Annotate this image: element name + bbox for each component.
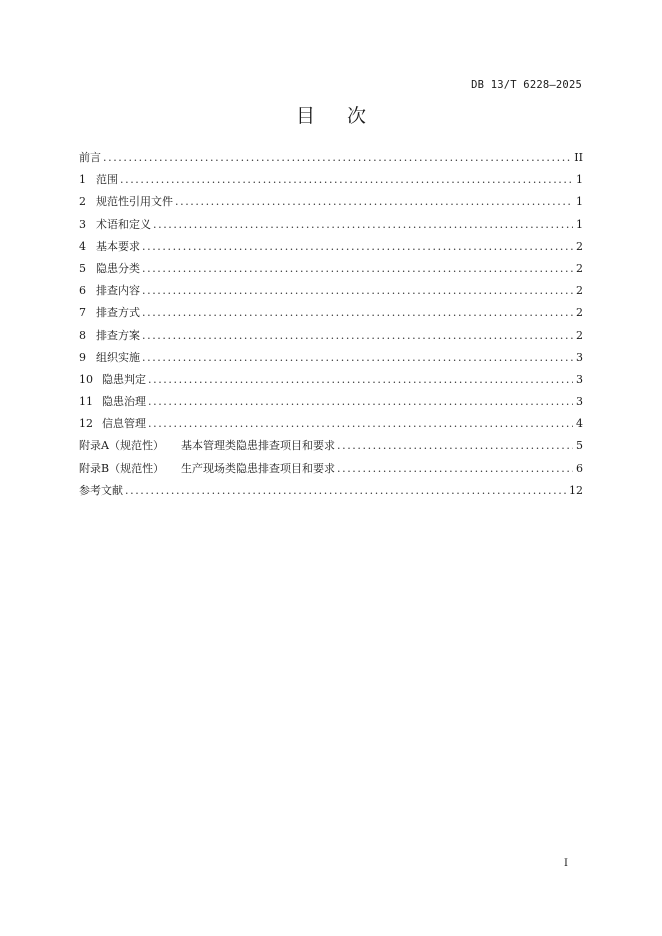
toc-leader-dots [103,147,572,169]
toc-page-number: II [574,151,583,164]
toc-entry-number: 附录A（规范性） [79,439,164,453]
toc-entry-12[interactable] [79,413,583,435]
toc-page-number: 2 [576,239,583,253]
toc-entry-label: 隐患分类 [96,261,140,275]
toc-entry-label: 隐患判定 [102,372,146,386]
toc-entry-5[interactable] [79,258,583,280]
toc-leader-dots [337,458,573,480]
toc-entry-2[interactable] [79,191,583,213]
toc-entry-number: 附录B（规范性） [79,461,165,475]
toc-page-number: 4 [576,417,583,431]
toc-page-number: 2 [576,261,583,275]
toc-entry-3[interactable] [79,214,583,236]
toc-entry-number: 8 [79,328,86,342]
toc-leader-dots [153,214,573,236]
toc-entry-label: 排查内容 [96,284,140,298]
title-char-1: 目 [295,105,315,127]
toc-entry-label: 组织实施 [96,350,140,364]
toc-entry-number: 10 [79,372,93,386]
toc-page-number: 5 [576,439,583,453]
toc-page-number: 1 [576,195,583,209]
toc-page-number: 12 [569,483,583,497]
footer-page-number: I [564,858,568,869]
title-char-2: 次 [347,105,367,127]
toc-entry-label: 基本要求 [96,239,140,253]
toc-entry-label: 参考文献 [79,483,123,497]
toc-entry-number: 7 [79,306,86,320]
toc-leader-dots [148,391,573,413]
toc-entry-1[interactable] [79,169,583,191]
toc-entry-number: 4 [79,239,86,253]
document-number: DB 13/T 6228—2025 [471,79,582,91]
toc-leader-dots [175,191,573,213]
toc-leader-dots [148,369,573,391]
toc-entry-label: 前言 [79,151,101,164]
toc-entry-7[interactable] [79,302,583,324]
toc-entry-number: 2 [79,195,86,209]
toc-entry-label: 基本管理类隐患排查项目和要求 [181,439,335,453]
toc-page-number: 2 [576,284,583,298]
toc-leader-dots [142,280,573,302]
toc-page-number: 3 [576,372,583,386]
toc-entry-label: 排查方式 [96,306,140,320]
toc-entry-label: 规范性引用文件 [96,195,173,209]
table-of-contents [79,147,583,502]
toc-leader-dots [125,480,567,502]
toc-leader-dots [142,236,573,258]
toc-leader-dots [142,325,573,347]
toc-page-number: 1 [576,217,583,231]
toc-leader-dots [142,302,573,324]
toc-entry-appendix-b[interactable] [79,458,583,480]
toc-page-number: 3 [576,395,583,409]
toc-entry-number: 3 [79,217,86,231]
toc-entry-number: 12 [79,417,93,431]
toc-entry-number: 5 [79,261,86,275]
toc-entry-label: 排查方案 [96,328,140,342]
toc-page-number: 3 [576,350,583,364]
toc-entry-number: 11 [79,395,93,409]
toc-entry-foreword[interactable] [79,147,583,169]
toc-entry-label: 术语和定义 [96,217,151,231]
toc-entry-number: 9 [79,350,86,364]
toc-entry-number: 6 [79,284,86,298]
toc-page-number: 6 [576,461,583,475]
toc-leader-dots [142,347,573,369]
toc-entry-8[interactable] [79,325,583,347]
toc-page-number: 2 [576,306,583,320]
toc-entry-references[interactable] [79,480,583,502]
toc-entry-number: 1 [79,173,86,187]
toc-entry-appendix-a[interactable] [79,435,583,457]
toc-entry-4[interactable] [79,236,583,258]
toc-entry-label: 范围 [96,173,118,187]
toc-entry-10[interactable] [79,369,583,391]
toc-entry-label: 生产现场类隐患排查项目和要求 [181,461,335,475]
toc-leader-dots [337,435,573,457]
toc-page-number: 1 [576,173,583,187]
toc-entry-6[interactable] [79,280,583,302]
toc-leader-dots [120,169,573,191]
toc-entry-label: 隐患治理 [102,395,146,409]
page-title [0,101,662,128]
toc-entry-label: 信息管理 [102,417,146,431]
toc-entry-9[interactable] [79,347,583,369]
toc-leader-dots [148,413,573,435]
toc-entry-11[interactable] [79,391,583,413]
toc-page-number: 2 [576,328,583,342]
toc-leader-dots [142,258,573,280]
